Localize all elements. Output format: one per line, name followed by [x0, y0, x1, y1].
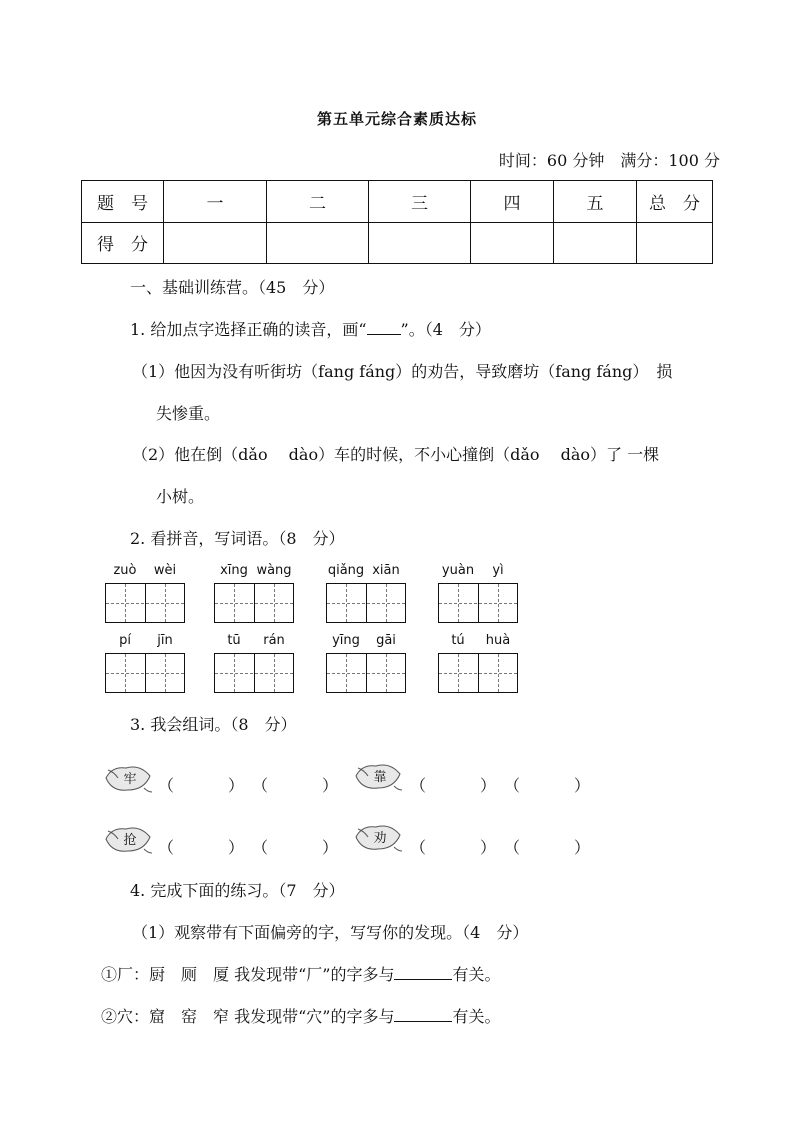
header-cell: 题 号 — [82, 181, 164, 223]
pinyin-grid-2[interactable] — [214, 563, 294, 625]
pinyin-grid-6[interactable] — [214, 633, 294, 695]
q3-title: 3. 我会组词。（8 分） — [130, 715, 297, 734]
pinyin-label: xiān — [372, 563, 400, 578]
header-cell: 二 — [267, 181, 369, 223]
leaf-char-3 — [104, 823, 154, 855]
answer-blank[interactable] — [394, 1021, 452, 1022]
paren-open: （ — [252, 776, 269, 795]
pinyin-label: tú — [451, 633, 465, 648]
pinyin-grid-5[interactable] — [105, 633, 185, 695]
pinyin-label: pí — [119, 633, 131, 648]
leaf-char-text: 靠 — [373, 770, 387, 785]
score-cell[interactable] — [369, 222, 471, 264]
paren-open: （ — [410, 838, 427, 857]
writing-boxes[interactable] — [326, 653, 406, 693]
leaf-char-4 — [354, 821, 404, 853]
paren-open: （ — [158, 838, 175, 857]
q4-line1-pre: ①厂：厨 厕 厦 我发现带“厂”的字多与 — [101, 965, 395, 984]
q1-item2-line1: （2）他在倒（dǎo dào）车的时候，不小心撞倒（dǎo dào）了 一棵 — [132, 445, 660, 464]
q4-line1 — [101, 962, 500, 985]
paren-open: （ — [504, 776, 521, 795]
writing-boxes[interactable] — [105, 653, 185, 693]
pinyin-grid-7[interactable] — [326, 633, 406, 695]
header-cell: 总 分 — [637, 181, 713, 223]
writing-boxes[interactable] — [214, 583, 294, 623]
leaf-char-text: 劝 — [373, 831, 387, 846]
paren-open: （ — [504, 838, 521, 857]
writing-boxes[interactable] — [438, 653, 518, 693]
paren-close: ） — [574, 838, 591, 857]
q1-item1-line2: 失惨重。 — [156, 404, 221, 423]
pinyin-label: gāi — [376, 633, 396, 648]
q1-title-pre: 1. 给加点字选择正确的读音，画“ — [130, 320, 367, 339]
pinyin-grid-8[interactable] — [438, 633, 518, 695]
leaf-char-text: 抢 — [123, 833, 137, 848]
pinyin-grid-1[interactable] — [105, 563, 185, 625]
q4-line2 — [101, 1004, 500, 1027]
pinyin-label: xīng — [220, 563, 248, 578]
q1-item2-line2: 小树。 — [156, 487, 205, 506]
q4-sub1: （1）观察带有下面偏旁的字，写写你的发现。（4 分） — [132, 923, 529, 942]
q1-title — [130, 317, 491, 340]
pinyin-label: wàng — [256, 563, 292, 578]
score-cell[interactable] — [637, 222, 713, 264]
writing-boxes[interactable] — [438, 583, 518, 623]
time-info: 时间：60 分钟 满分：100 分 — [498, 151, 720, 170]
score-row-label: 得 分 — [82, 222, 164, 264]
pinyin-grid-4[interactable] — [438, 563, 518, 625]
paren-close: ） — [228, 838, 245, 857]
pinyin-label: yì — [492, 563, 504, 578]
q4-line2-pre: ②穴：窟 窑 窄 我发现带“穴”的字多与 — [101, 1007, 395, 1026]
pinyin-label: yīng — [332, 633, 360, 648]
pinyin-label: rán — [263, 633, 285, 648]
leaf-char-text: 牢 — [123, 772, 137, 787]
paren-close: ） — [322, 776, 339, 795]
q4-line1-post: 有关。 — [452, 965, 501, 984]
q1-item1-line1: （1）他因为没有听街坊（fang fáng）的劝告，导致磨坊（fang fáng） 损 — [132, 362, 673, 381]
pinyin-label: yuàn — [441, 563, 475, 578]
score-cell[interactable] — [267, 222, 369, 264]
header-cell: 一 — [164, 181, 267, 223]
paren-close: ） — [228, 776, 245, 795]
q4-title: 4. 完成下面的练习。（7 分） — [130, 881, 345, 900]
pinyin-label: tū — [227, 633, 241, 648]
q2-title: 2. 看拼音，写词语。（8 分） — [130, 529, 345, 548]
pinyin-label: qiǎng — [327, 563, 365, 578]
underline-sample — [367, 334, 401, 335]
writing-boxes[interactable] — [326, 583, 406, 623]
paren-open: （ — [252, 838, 269, 857]
pinyin-grid-3[interactable] — [326, 563, 406, 625]
score-cell[interactable] — [554, 222, 637, 264]
header-cell: 五 — [554, 181, 637, 223]
paren-open: （ — [410, 776, 427, 795]
score-table-score-row — [82, 222, 713, 264]
writing-boxes[interactable] — [214, 653, 294, 693]
score-table-header-row — [82, 181, 713, 223]
leaf-char-1 — [104, 762, 154, 794]
paren-close: ） — [574, 776, 591, 795]
answer-blank[interactable] — [394, 979, 452, 980]
header-cell: 四 — [471, 181, 554, 223]
pinyin-label: huà — [485, 633, 511, 648]
writing-boxes[interactable] — [105, 583, 185, 623]
pinyin-label: wèi — [153, 563, 177, 578]
page-title: 第五单元综合素质达标 — [316, 110, 477, 128]
paren-close: ） — [322, 838, 339, 857]
q1-title-post: ”。（4 分） — [400, 320, 491, 339]
header-cell: 三 — [369, 181, 471, 223]
leaf-char-2 — [354, 760, 404, 792]
paren-close: ） — [480, 838, 497, 857]
score-table — [81, 180, 713, 264]
paren-open: （ — [158, 776, 175, 795]
score-cell[interactable] — [164, 222, 267, 264]
score-cell[interactable] — [471, 222, 554, 264]
pinyin-label: zuò — [113, 563, 137, 578]
q4-line2-post: 有关。 — [452, 1007, 501, 1026]
pinyin-label: jīn — [157, 633, 173, 648]
paren-close: ） — [480, 776, 497, 795]
section1-heading: 一、基础训练营。（45 分） — [130, 278, 335, 297]
